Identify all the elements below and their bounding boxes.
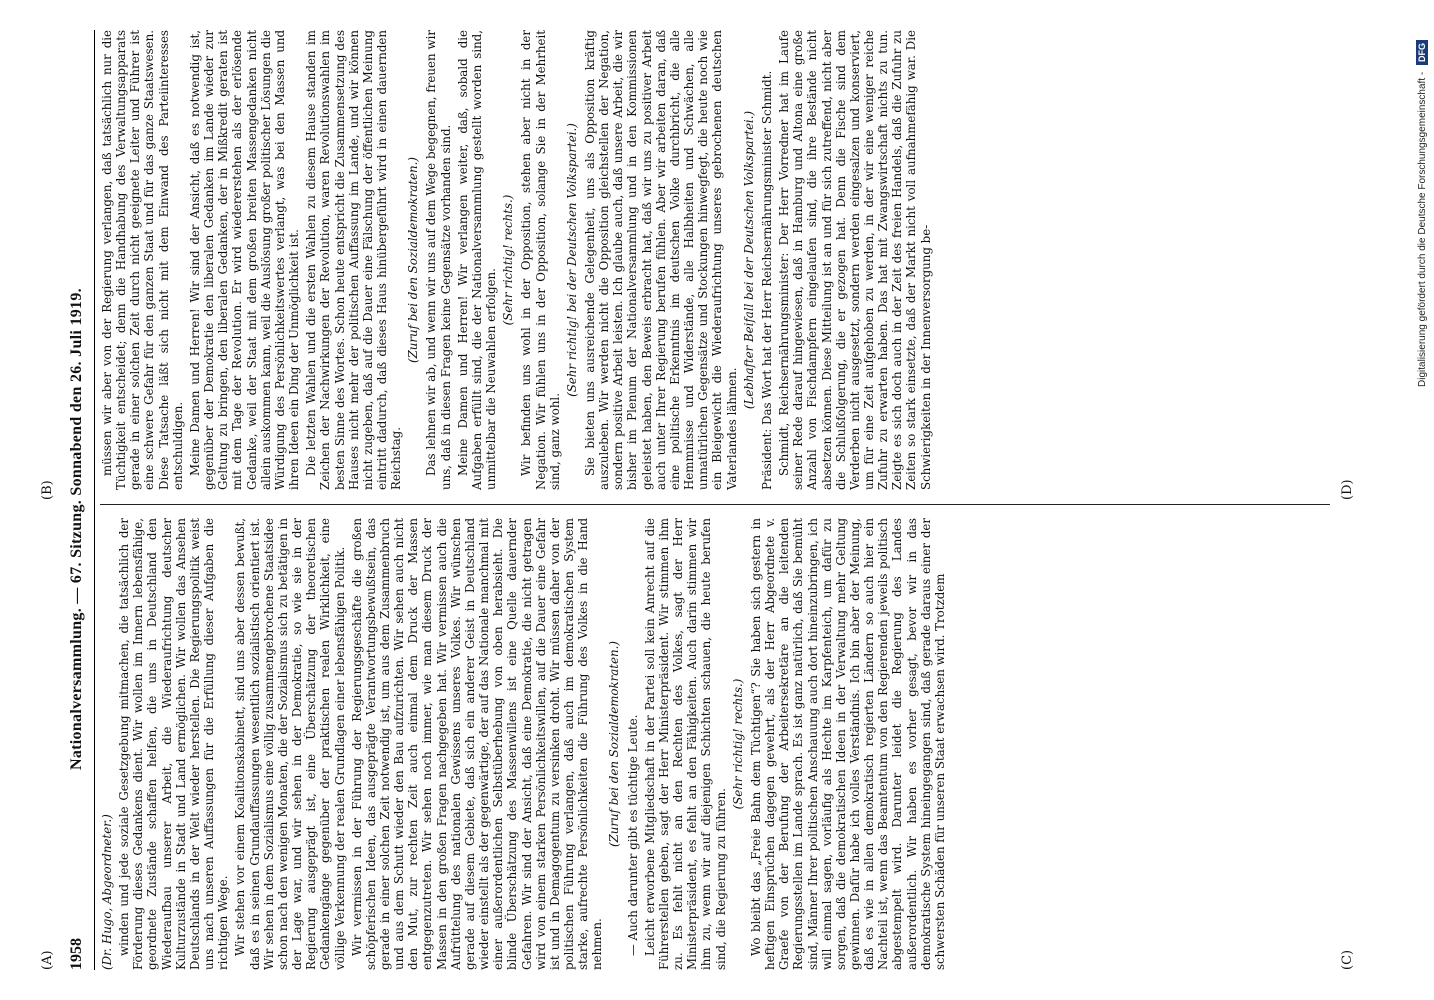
paragraph: Sie bieten uns ausreichende Gelegenheit, uns als Opposition kräftig auszuleben. Wir werden nicht die Opposition gleichstellen der Negation, sondern positive Arbeit leisten. Ich glaube auch, daß unsere Arbeit, die wir bisher im Plenum der Nationalversammlung und in den Kommissionen geleistet haben, den Beweis erbracht hat, daß wir uns zu positiver Arbeit auch unter Ihrer Regierung berufen fühlen. Aber wir arbeiten daran, daß eine politische Erkenntnis im deutschen Volke durchbricht, die alle Hemmnisse und Widerstände, alle Halbheiten und Schwächen, alle unnatürlichen Gegensätze und Stockungen hinwegfegt, die heute noch wie ein Bleigewicht die Wiederaufrichtung unseres gebrochenen deutschen Vaterlandes lähmen. <box>583 30 739 490</box>
right-column <box>100 30 1330 490</box>
paragraph: Wir stehen vor einem Koalitionskabinett, sind uns aber dessen bewußt, daß es in seinen Grundauffassungen wesentlich sozialistisch orientiert ist. Wir sehen in dem Sozialismus eine völlig zusammengebrochene Staatsidee schon nach den wenigen Monaten, die der Sozialismus sich zu betätigen in der Lage war, und wir sehen in der Demokratie, so wie sie in der Regierung ausgeprägt ist, eine Überschätzung der theoretischen Gedankengänge gegenüber der praktischen realen Wirklichkeit, eine völlige Verkennung der realen Grundlagen einer lebensfähigen Politik. <box>233 518 347 970</box>
column-divider <box>100 504 1330 505</box>
paragraph: Meine Damen und Herren! Wir verlangen weiter, daß, sobald die Aufgaben erfüllt sind, die der Nationalversammlung gestellt worden sind, unmittelbar die Neuwahlen erfolgen. <box>455 30 499 490</box>
paragraph: Meine Damen und Herren! Wir sind der Ansicht, daß es notwendig ist, gegenüber der Demokratie den liberalen Gedanken im Lande wieder zur Geltung zu bringen, den liberalen Gedanken, der in Mißkredit geraten ist mit dem Tage der Revolution. Er wird wiedererstehen als der erlösende Gedanke, weil der Staat mit dem großen breiten Massengedanken nicht allein auskommen kann, weil die Auslösung großer politischer Lösungen die Würdigung des Persönlichkeitswertes verlangt, was bei den Massen und ihren Ideen ein Ding der Unmöglichkeit ist. <box>187 30 302 490</box>
page-number: 1958 <box>68 938 85 970</box>
interjection: (Sehr richtig! bei der Deutschen Volkspartei.) <box>564 123 579 397</box>
interjection: (Sehr richtig! rechts.) <box>730 678 745 810</box>
running-head <box>64 30 95 970</box>
margin-marks <box>0 30 64 970</box>
dfg-logo: DFG <box>1416 40 1428 65</box>
digitization-notice <box>1414 40 1432 960</box>
paragraph: Wo bleibt das „Freie Bahn dem Tüchtigen“? Sie haben sich gestern in heftigen Einsprüchen dagegen gewehrt, als der Herr Abgeordnete v. Graefe von der Berufung der Arbeitersekretäre an die leitenden Regierungsstellen im Lande sprach. Es ist ganz natürlich, daß Sie bemüht sind, Männer Ihrer politischen Anschauung auch dort hineinzubringen, ich will einmal sagen, vorläufig als Hechte im Karpfenteich, um dafür zu sorgen, daß die demokratischen Ideen in der Verwaltung mehr Geltung gewinnen. Dafür habe ich volles Verständnis. Ich bin aber der Meinung, daß es wie in allen demokratisch regierten Ländern so auch hier ein Nachteil ist, wenn das Beamtentum von den Regierenden jeweils politisch abgestempelt wird. Darunter leidet die Regierung des Landes außerordentlich. Wir haben es vorher gesagt, bevor wir in das demokratische System hineingegangen sind, daß gerade daraus einer der schwersten Schäden für unseren Staat erwachsen wird. Trotzdem <box>748 518 947 970</box>
paragraph: müssen wir aber von der Regierung verlangen, daß tatsächlich nur die Tüchtigkeit entscheidet; denn die Handhabung des Verwaltungsapparats gerade in einer solchen Zeit durch nicht geeignete Leiter und Führer ist eine schwere Gefahr für den ganzen Staat und für das ganze Staatswesen. Diese Tatsache läßt sich nicht mit dem Einwand des Parteiinteresses entschuldigen. <box>100 30 185 490</box>
left-column <box>100 518 1330 970</box>
paragraph: — Auch darunter gibt es tüchtige Leute. <box>625 714 640 956</box>
paragraph: Das lehnen wir ab, und wenn wir uns auf dem Wege begegnen, freuen wir uns, daß in diesen Fragen keine Gegensätze vorhanden sind. <box>424 30 453 490</box>
interjection: (Sehr richtig! rechts.) <box>501 194 516 326</box>
paragraph: Leicht erworbene Mitgliedschaft in der Partei soll kein Anrecht auf die Führerstellen geben, sagt der Herr Ministerpräsident. Wir stimmen ihm zu. Es fehlt nicht an den Rechten des Volkes, sagt der Herr Ministerpräsident, es fehlt an den Fähigkeiten. Auch darin stimmen wir ihm zu, wenn wir auf diejenigen Schichten schauen, die heute berufen sind, die Regierung zu führen. <box>642 518 728 970</box>
paragraph: Wir vermissen in der Führung der Regierungsgeschäfte die großen schöpferischen Ideen, das ausgeprägte Verantwortungsbewußtsein, das gerade in einer solchen Zeit notwendig ist, um aus dem Zusammenbruch und aus dem Schutt wieder den Bau aufzurichten. Wir sehen auch nicht den Mut, zur rechten Zeit auch einmal dem Druck der Massen entgegenzutreten. Wir sehen noch immer, wie man diesem Druck der Massen in den großen Fragen nachgegeben hat. Wir vermissen auch die Aufrüttelung des nationalen Gewissens unseres Volkes. Wir wünschen gerade auf diesem Gebiete, daß sich ein anderer Geist in Deutschland wieder einstellt als der gegenwärtige, der auf das Nationale manchmal mit einer außerordentlichen Selbstüberhebung von oben herabsieht. Die blinde Überschätzung des Massenwillens ist eine Quelle dauernder Gefahren. Wir sind der Ansicht, daß eine Demokratie, die nicht getragen wird von einem starken Persönlichkeitswillen, auf die Dauer eine Gefahr ist und in Demagogentum zu versinken droht. Wir müssen daher von der politischen Führung verlangen, daß auch im demokratischen System starke, aufrechte Persönlichkeiten die Führung des Volkes in die Hand nehmen. <box>349 518 605 970</box>
margin-mark-c: (C) <box>1340 949 1355 970</box>
margin-marks-right <box>1336 30 1366 970</box>
text-columns <box>100 30 1330 970</box>
running-title: Nationalversammlung. — 67. Sitzung. Sonnabend den 26. Juli 1919. <box>68 288 85 770</box>
margin-mark-a: (A) <box>40 950 55 970</box>
label: Präsident: Das Wort hat der Herr Reichsernährungsminister Schmidt. <box>759 70 774 490</box>
speaker: (Dr. Hugo, Abgeordneter.) <box>100 814 114 970</box>
digitization-text: Digitalisierung gefördert durch die Deutsche Forschungsgemeinschaft - <box>1417 71 1428 387</box>
interjection: (Zuruf bei den Sozialdemokraten.) <box>607 641 622 847</box>
margin-mark-d: (D) <box>1340 479 1355 500</box>
paragraph: winden und jede soziale Gesetzgebung mitmachen, die tatsächlich der Förderung dieses Gedankens dient. Wir wollen im Innern lebensfähige, geordnete Zustände schaffen helfen, die uns in Deutschland den Wiederaufbau unserer Arbeit, die Wiederaufrichtung deutscher Kulturzustände in Stadt und Land ermöglichen. Wir wollen das Ansehen Deutschlands in der Welt wieder herstellen. Die Regierungspolitik weist uns nach unseren Auffassungen für die Erfüllung dieser Aufgaben die richtigen Wege. <box>117 518 231 970</box>
interjection: (Lebhafter Beifall bei der Deutschen Volkspartei.) <box>741 110 756 410</box>
interjection: (Zuruf bei den Sozialdemokraten.) <box>406 157 421 363</box>
paragraph: Schmidt, Reichsernährungsminister: Der Herr Vorredner hat im Laufe seiner Rede darauf hingewiesen, daß in Hamburg und Altona eine große Anzahl von Fischdampfern eingelaufen sind, die ihre Bestände nicht absetzen können. Diese Mitteilung ist an und für sich zutreffend, nicht aber die Schlußfolgerung, die er gezogen hat. Denn die Fische sind dem Verderben nicht ausgesetzt, sondern werden eingesalzen und konserviert, um für eine Zeit aufgehoben zu werden, in der wir eine weniger reiche Zufuhr zu erwarten haben. Das hat mit Zwangswirtschaft nichts zu tun. Zeigte es sich doch auch in der Zeit des freien Handels, daß die Zufuhr zu Zeiten so stark einsetzte, daß der Markt nicht voll aufnahmefähig war. Die Schwierigkeiten in der Innenversorgung be- <box>777 30 933 490</box>
paragraph: Die letzten Wahlen und die ersten Wahlen zu diesem Hause standen im Zeichen der Nachwirkungen der Revolution, waren Revolutionswahlen im besten Sinne des Wortes. Schon heute entspricht die Zusammensetzung des Hauses nicht mehr der politischen Auffassung im Lande, und wir können nicht zugeben, daß auf die Dauer eine Fälschung der öffentlichen Meinung eintritt dadurch, daß dieses Haus hinübergeführt wird in einen dauernden Reichstag. <box>304 30 404 490</box>
margin-mark-b: (B) <box>40 480 55 500</box>
paragraph: Wir befinden uns wohl in der Opposition, stehen aber nicht in der Negation. Wir fühlen uns in der Opposition, solange Sie in der Mehrheit sind, ganz wohl. <box>519 30 562 490</box>
